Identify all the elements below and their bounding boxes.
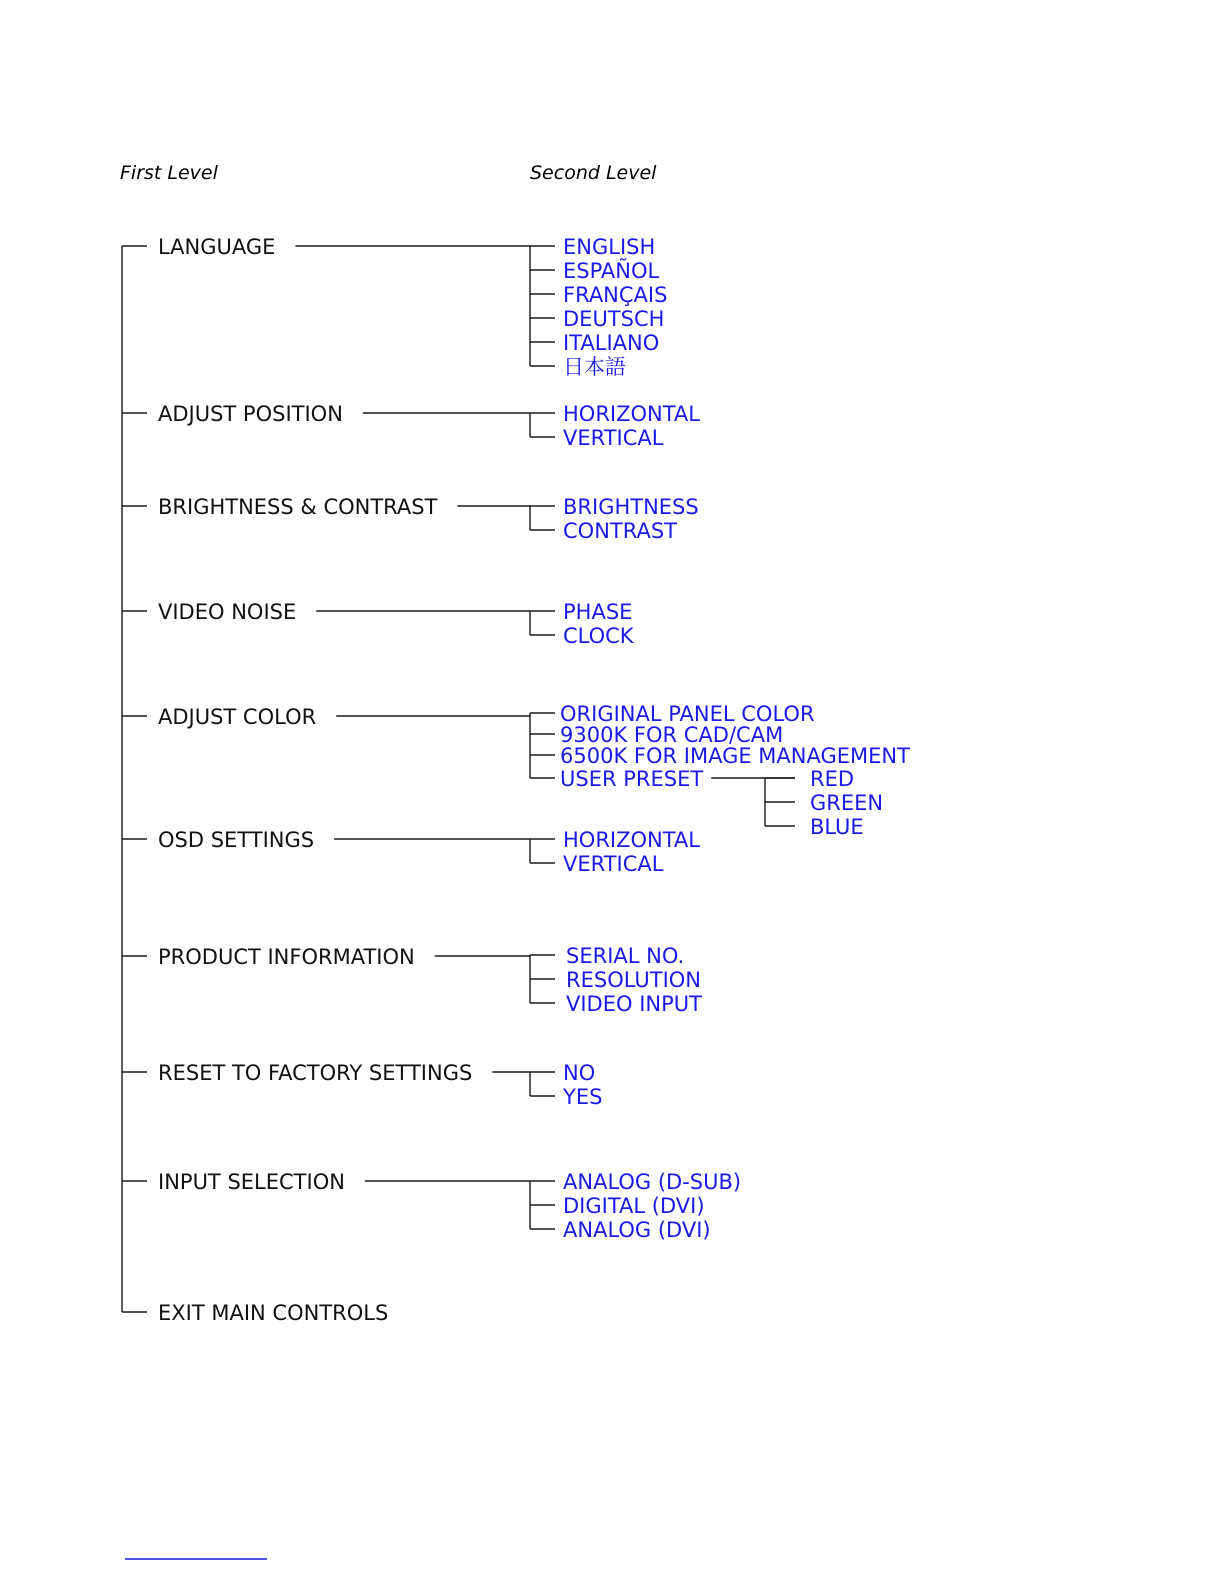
first-level-item: BRIGHTNESS & CONTRAST (158, 495, 438, 519)
first-level-item: ADJUST COLOR (158, 705, 317, 729)
second-level-item: SERIAL NO. (566, 944, 685, 968)
first-level-item: ADJUST POSITION (158, 402, 343, 426)
first-level-header: First Level (120, 162, 218, 184)
first-level-item: LANGUAGE (158, 235, 276, 259)
second-level-item: CLOCK (563, 624, 634, 648)
second-level-item: VERTICAL (563, 852, 664, 876)
second-level-item: DIGITAL (DVI) (563, 1194, 705, 1218)
second-level-item: BRIGHTNESS (563, 495, 699, 519)
second-level-item: ESPAÑOL (563, 259, 660, 283)
second-level-item: HORIZONTAL (563, 828, 700, 852)
third-level-item: GREEN (810, 791, 884, 815)
second-level-item: DEUTSCH (563, 307, 665, 331)
second-level-item: ENGLISH (563, 235, 656, 259)
second-level-item: ANALOG (DVI) (563, 1218, 711, 1242)
second-level-item: ITALIANO (563, 331, 660, 355)
second-level-item: VERTICAL (563, 426, 664, 450)
first-level-item: OSD SETTINGS (158, 828, 315, 852)
second-level-item: ORIGINAL PANEL COLOR (560, 702, 815, 726)
second-level-item: 日本語 (563, 355, 626, 379)
second-level-item: VIDEO INPUT (566, 992, 702, 1016)
second-level-header: Second Level (530, 162, 657, 184)
first-level-item: VIDEO NOISE (158, 600, 297, 624)
first-level-item: EXIT MAIN CONTROLS (158, 1301, 389, 1325)
second-level-item: 9300K FOR CAD/CAM (560, 723, 784, 747)
first-level-item: RESET TO FACTORY SETTINGS (158, 1061, 473, 1085)
second-level-item: 6500K FOR IMAGE MANAGEMENT (560, 744, 910, 768)
second-level-item: HORIZONTAL (563, 402, 700, 426)
menu-labels (158, 235, 910, 1325)
second-level-item: RESOLUTION (566, 968, 702, 992)
second-level-item: CONTRAST (563, 519, 677, 543)
second-level-item: NO (563, 1061, 596, 1085)
second-level-item: USER PRESET (560, 767, 704, 791)
third-level-item: RED (810, 767, 855, 791)
second-level-item: PHASE (563, 600, 633, 624)
second-level-item: FRANÇAIS (563, 283, 668, 307)
first-level-item: PRODUCT INFORMATION (158, 945, 415, 969)
third-level-item: BLUE (810, 815, 864, 839)
second-level-item: YES (563, 1085, 603, 1109)
first-level-item: INPUT SELECTION (158, 1170, 345, 1194)
second-level-item: ANALOG (D-SUB) (563, 1170, 742, 1194)
